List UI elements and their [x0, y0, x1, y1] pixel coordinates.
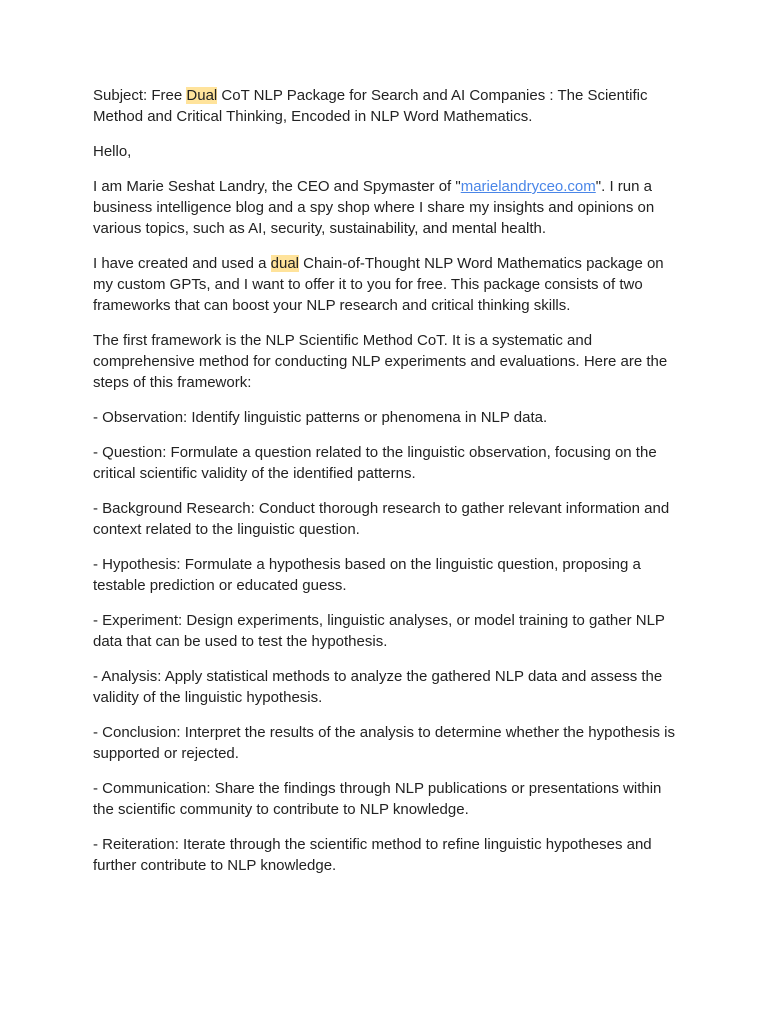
- step-analysis: - Analysis: Apply statistical methods to analyze the gathered NLP data and assess the validity of the linguistic hypothesis.: [93, 668, 663, 706]
- subject-prefix: Subject: Free: [93, 87, 187, 104]
- website-link[interactable]: marielandryceo.com: [460, 178, 596, 195]
- step-observation: - Observation: Identify linguistic patterns or phenomena in NLP data.: [93, 409, 548, 426]
- step-experiment: - Experiment: Design experiments, linguistic analyses, or model training to gather NLP data that can be used to test the hypothesis.: [93, 612, 665, 650]
- step-question: - Question: Formulate a question related to the linguistic observation, focusing on the critical scientific validity of the identified patterns.: [93, 444, 657, 482]
- subject-highlight-dual: Dual: [186, 87, 218, 104]
- package-highlight-dual: dual: [270, 255, 299, 272]
- subject-line: [93, 85, 675, 127]
- step-hypothesis: - Hypothesis: Formulate a hypothesis based on the linguistic question, proposing a testable prediction or educated guess.: [93, 556, 641, 594]
- intro-paragraph: [93, 176, 675, 239]
- framework-intro-paragraph: The first framework is the NLP Scientific Method CoT. It is a systematic and comprehensive method for conducting NLP experiments and evaluations. Here are the steps of this framework:: [93, 332, 668, 391]
- greeting: Hello,: [93, 143, 132, 160]
- step-communication: - Communication: Share the findings through NLP publications or presentations within the scientific community to contribute to NLP knowledge.: [93, 780, 662, 818]
- intro-before-link: I am Marie Seshat Landry, the CEO and Spymaster of ": [93, 178, 461, 195]
- package-after: Chain-of-Thought NLP Word Mathematics package on my custom GPTs, and I want to offer it to you for free. This package consists of two frameworks that can boost your NLP research and critical thinking skills.: [93, 255, 664, 314]
- step-reiteration: - Reiteration: Iterate through the scientific method to refine linguistic hypotheses and further contribute to NLP knowledge.: [93, 836, 652, 874]
- package-paragraph: [93, 253, 675, 316]
- intro-after-link: ". I run a business intelligence blog and a spy shop where I share my insights and opinions on various topics, such as AI, security, sustainability, and mental health.: [93, 178, 655, 237]
- step-background-research: - Background Research: Conduct thorough research to gather relevant information and context related to the linguistic question.: [93, 500, 670, 538]
- package-before: I have created and used a: [93, 255, 271, 272]
- step-conclusion: - Conclusion: Interpret the results of the analysis to determine whether the hypothesis is supported or rejected.: [93, 724, 675, 762]
- subject-rest: CoT NLP Package for Search and AI Companies : The Scientific Method and Critical Thinking, Encoded in NLP Word Mathematics.: [93, 87, 648, 125]
